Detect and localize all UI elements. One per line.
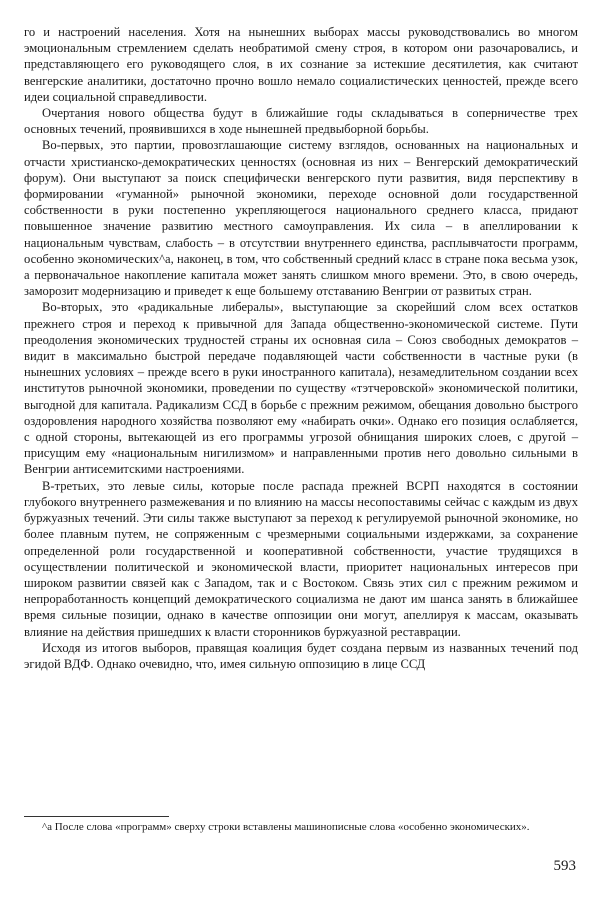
paragraph-4: Во-вторых, это «радикальные либералы», выступающие за скорейший слом всех остатков прежнего строя и переход к привычной для Запада общественно-экономической системе. Пути преодоления экономических трудностей страны их основная сила – Союз свободных демократов – видит в максимально быстрой передаче подавляющей части собственности в частные руки (в нынешних условиях – прежде всего в руки иностранного капитала), незамедлительном создании всех институтов рыночной экономики, проведении по существу «тэтчеровской» экономической политики, выгодной для капитала. Радикализм ССД в борьбе с прежним режимом, обещания довольно быстрого оздоровления народного хозяйства позволяют ему «набирать очки». Однако его позиция ослабляется, с одной стороны, вытекающей из его программы угрозой обнищания широких слоев, с другой – присущим ему «национальным нигилизмом» и направленными против него довольно сильными в Венгрии антисемитскими настроениями. [24,300,578,477]
page-number: 593 [553,858,576,874]
paragraph-3: Во-первых, это партии, провозглашающие систему взглядов, основанных на национальных и отчасти христианско-демократических ценностях (основная из них – Венгерский демократический форум). Они выступают за поиск специфически венгерского пути развития, видя перспективу в формировании «гуманной» рыночной экономики, переходе основной доли государственной собственности в руки постепенно укрепляющегося национального среднего класса, придают повышенное значение развитию местного самоуправления. Их сила – в апеллировании к национальным чувствам, слабость – в отсутствии внутреннего единства, расплывчатости программ, особенно экономических^a, наконец, в том, что собственный средний класс в стране пока весьма узок, а первоначальное накопление капитала может занять слишком много времени. Это, в свою очередь, заморозит модернизацию и приведет к еще большему отставанию Венгрии от развитых стран. [24,138,578,299]
paragraph-1: го и настроений населения. Хотя на нынешних выборах массы руководствовались во многом эмоциональным стремлением сделать необратимой смену строя, в котором они разочаровались, и представляющего его руководящего слоя, в их сознание за истекшие десятилетия, как считают венгерские аналитики, достаточно прочно вошло немало социалистических ценностей, прежде всего идеи социальной справедливости. [24,25,578,104]
paragraph-5: В-третьих, это левые силы, которые после распада прежней ВСРП находятся в состоянии глубокого внутреннего размежевания и по влиянию на массы несопоставимы сейчас с каждым из двух буржуазных течений. Эти силы также выступают за переход к регулируемой рыночной экономике, но более плавным путем, не сопряженным с чрезмерными социальными издержками, за сохранение определенной роли государственной и кооперативной собственности, участие трудящихся в осуществлении политической и экономической власти, приоритет национальных интересов при широком развитии связей как с Западом, так и с Востоком. Связь этих сил с прежним режимом и непроработанность концепций демократического социализма не дают им шанса занять в ближайшее время сильные позиции, однако в качестве оппозиции они могут, апеллируя к массам, оказывать влияние на действия пришедших к власти сторонников буржуазной реставрации. [24,478,578,639]
footnote: ^a После слова «программ» сверху строки вставлены машинописные слова «особенно экономических». [42,821,530,833]
paragraph-2: Очертания нового общества будут в ближайшие годы складываться в соперничестве трех основных течений, проявившихся в ходе нынешней предвыборной борьбы. [24,106,578,137]
paragraph-6: Исходя из итогов выборов, правящая коалиция будет создана первым из названных течений под эгидой ВДФ. Однако очевидно, что, имея сильную оппозицию в лице ССД [24,640,578,671]
footnote-divider [24,816,169,817]
page-body [24,24,578,672]
